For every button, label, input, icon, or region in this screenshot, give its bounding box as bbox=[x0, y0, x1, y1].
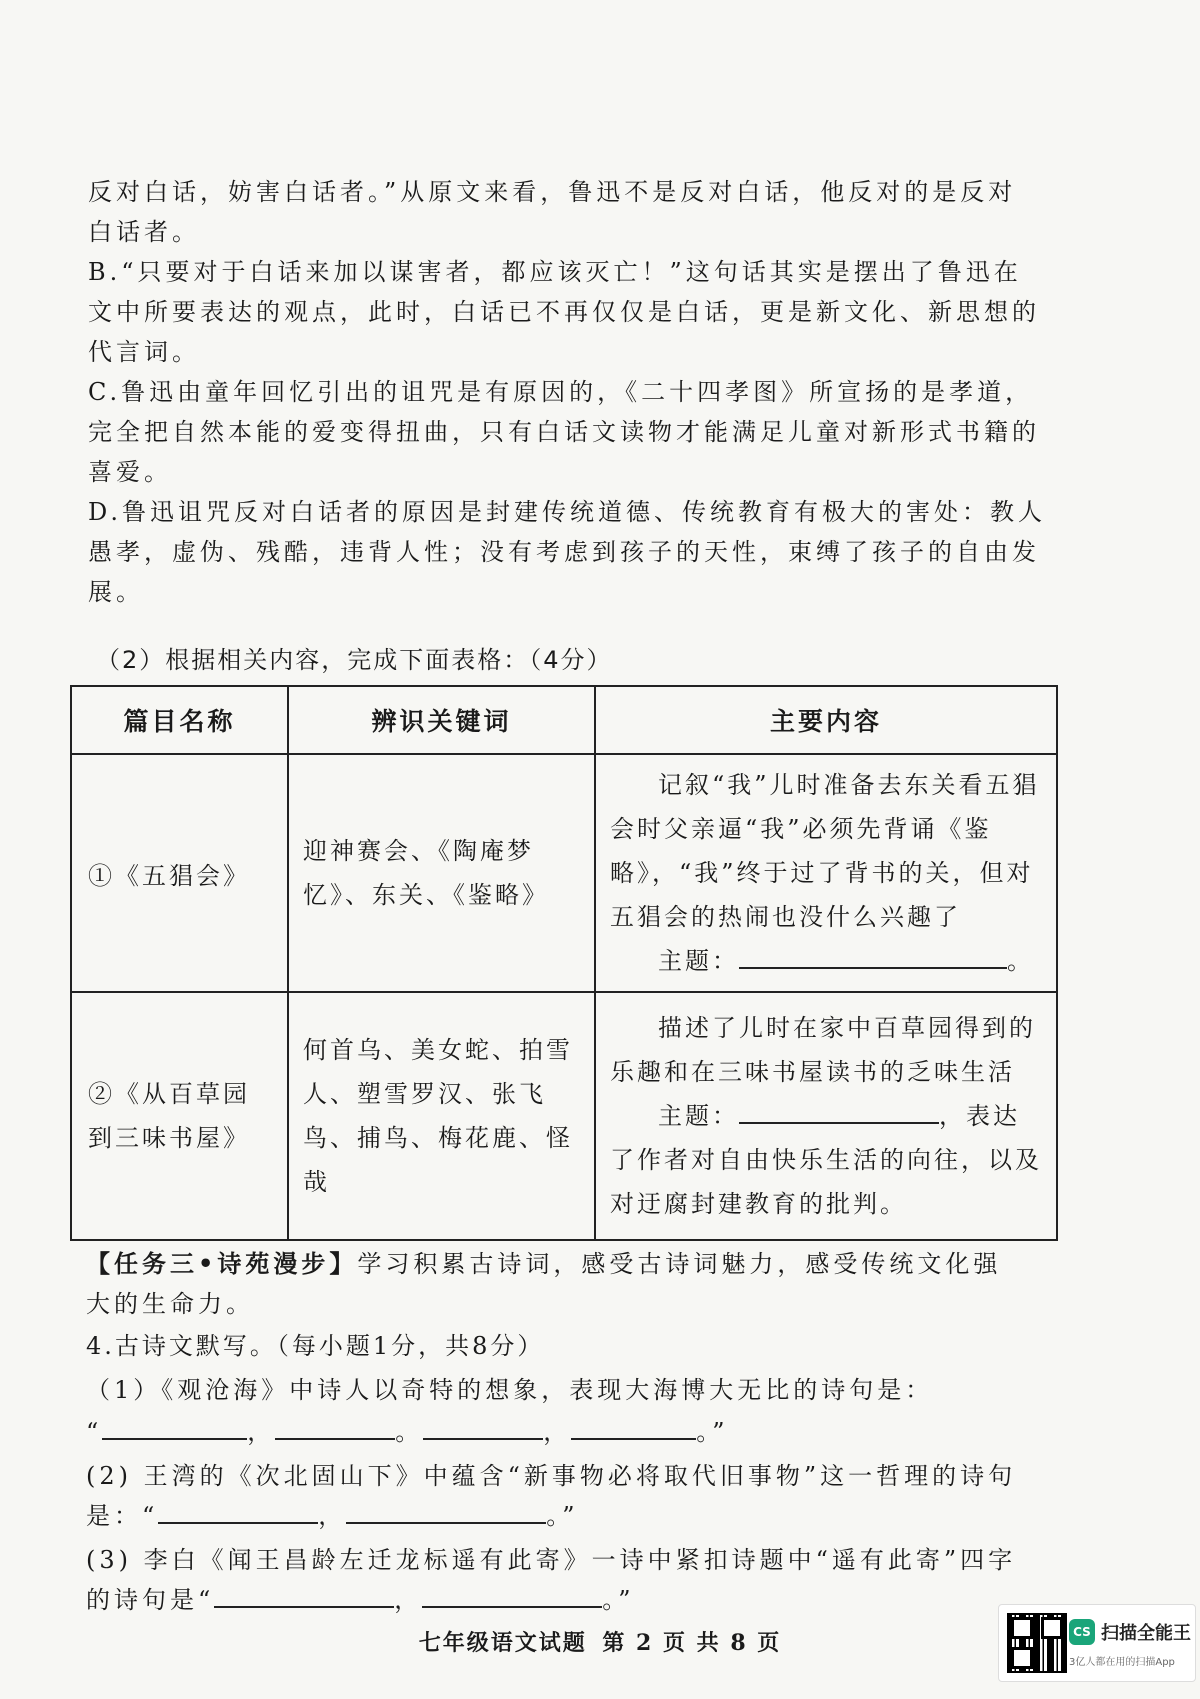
theme-answer-blank[interactable] bbox=[739, 1096, 939, 1124]
qr-code-icon bbox=[1007, 1613, 1067, 1673]
answer-blank[interactable] bbox=[214, 1582, 394, 1608]
answer-blank[interactable] bbox=[275, 1414, 395, 1440]
article-title-cell bbox=[71, 992, 288, 1240]
answer-blank[interactable] bbox=[423, 1414, 543, 1440]
table-header-cell: 主要内容 bbox=[595, 686, 1057, 754]
theme-line bbox=[610, 939, 1042, 983]
article-title-cell bbox=[71, 754, 288, 992]
text-line: 喜爱。 bbox=[88, 458, 172, 486]
answer-blank[interactable] bbox=[158, 1498, 318, 1524]
answer-blank[interactable] bbox=[571, 1414, 696, 1440]
q4-sub1: （1）《观沧海》中诗人以奇特的想象，表现大海博大无比的诗句是： bbox=[86, 1376, 934, 1404]
table-header-row bbox=[71, 686, 1057, 754]
q4-title: 4.古诗文默写。（每小题1分，共8分） bbox=[86, 1332, 545, 1360]
camscanner-logo-icon: CS bbox=[1069, 1619, 1095, 1645]
footer-page: 第 2 页 共 8 页 bbox=[602, 1630, 782, 1656]
question-2-heading: （2）根据相关内容，完成下面表格：（4分） bbox=[96, 646, 613, 674]
theme-label: 主题： bbox=[658, 1102, 739, 1130]
task3-text: 大的生命力。 bbox=[86, 1290, 254, 1318]
answer-blank[interactable] bbox=[102, 1414, 247, 1440]
text-line: 完全把自然本能的爱变得扭曲，只有白话文读物才能满足儿童对新形式书籍的 bbox=[88, 418, 1040, 446]
answer-blank[interactable] bbox=[422, 1582, 602, 1608]
q4-sub3-prefix: 的诗句是“ bbox=[86, 1586, 215, 1614]
text-line: 白话者。 bbox=[88, 218, 200, 246]
theme-line bbox=[610, 1094, 1042, 1226]
q4-sub1-answer: “ ， 。 ， 。” bbox=[86, 1412, 1116, 1452]
content-cell bbox=[595, 754, 1057, 992]
theme-answer-blank[interactable] bbox=[739, 941, 1007, 969]
task3 bbox=[86, 1244, 1116, 1324]
footer-grade: 七年级语文试题 bbox=[418, 1630, 587, 1656]
option-c bbox=[88, 372, 1118, 492]
watermark-name: 扫描全能王 bbox=[1101, 1623, 1191, 1644]
text-line: 展。 bbox=[88, 578, 144, 606]
text-line: 愚孝，虚伪、残酷，违背人性；没有考虑到孩子的天性，束缚了孩子的自由发 bbox=[88, 538, 1040, 566]
table-header-cell: 篇目名称 bbox=[71, 686, 288, 754]
answer-blank[interactable] bbox=[346, 1498, 546, 1524]
q4-sub3-line1: (3) 李白《闻王昌龄左迁龙标遥有此寄》一诗中紧扣诗题中“遥有此寄”四字 bbox=[86, 1546, 1017, 1574]
option-b bbox=[88, 252, 1118, 372]
table-header-cell: 辨识关键词 bbox=[288, 686, 595, 754]
task3-title: 【任务三•诗苑漫步】 bbox=[86, 1249, 358, 1278]
scanner-watermark bbox=[998, 1604, 1196, 1682]
q4-sub3: (3) 李白《闻王昌龄左迁龙标遥有此寄》一诗中紧扣诗题中“遥有此寄”四字 的诗句是“ ， 。” bbox=[86, 1546, 1017, 1614]
keywords: 何首乌、美女蛇、拍雪人、塑雪罗汉、张飞鸟、捕鸟、梅花鹿、怪哉 bbox=[303, 1036, 573, 1196]
keywords: 迎神赛会、《陶庵梦忆》、东关、《鉴略》 bbox=[303, 837, 549, 909]
task3-text: 学习积累古诗词，感受古诗词魅力，感受传统文化强 bbox=[357, 1250, 1002, 1278]
text-line: C.鲁迅由童年回忆引出的诅咒是有原因的，《二十四孝图》所宣扬的是孝道， bbox=[88, 378, 1034, 406]
content-text: 描述了儿时在家中百草园得到的乐趣和在三味书屋读书的乏味生活 bbox=[610, 1014, 1036, 1086]
keywords-cell bbox=[288, 992, 595, 1240]
text-line: 代言词。 bbox=[88, 338, 200, 366]
text-line: 反对白话，妨害白话者。”从原文来看，鲁迅不是反对白话，他反对的是反对 bbox=[88, 178, 1017, 206]
q4-sub2-line1: (2) 王湾的《次北固山下》中蕴含“新事物必将取代旧事物”这一哲理的诗句 bbox=[86, 1462, 1017, 1490]
text-line: D.鲁迅诅咒反对白话者的原因是封建传统道德、传统教育有极大的害处：教人 bbox=[88, 498, 1047, 526]
theme-end: 。 bbox=[1007, 947, 1034, 975]
q4-sub2-prefix: 是：“ bbox=[86, 1502, 159, 1530]
content-cell bbox=[595, 992, 1057, 1240]
option-a-continued bbox=[88, 172, 1118, 252]
table-row bbox=[71, 992, 1057, 1240]
option-d bbox=[88, 492, 1118, 612]
theme-after: ，表达了作者对自由快乐生活的向往，以及对迂腐封建教育的批判。 bbox=[610, 1102, 1042, 1218]
text-line: B.“只要对于白话来加以谋害者，都应该灭亡！”这句话其实是摆出了鲁迅在 bbox=[88, 258, 1022, 286]
text-line: 文中所要表达的观点，此时，白话已不再仅仅是白话，更是新文化、新思想的 bbox=[88, 298, 1040, 326]
table-row bbox=[71, 754, 1057, 992]
theme-label: 主题： bbox=[658, 947, 739, 975]
content-text: 记叙“我”儿时准备去东关看五猖会时父亲逼“我”必须先背诵《鉴略》，“我”终于过了背书的关，但对五猖会的热闹也没什么兴趣了 bbox=[610, 771, 1040, 931]
keywords-cell bbox=[288, 754, 595, 992]
article-title: ②《从百草园到三味书屋》 bbox=[88, 1080, 250, 1152]
article-title: ①《五猖会》 bbox=[88, 861, 250, 890]
watermark-subtitle: 3亿人都在用的扫描App bbox=[1069, 1657, 1175, 1668]
reading-table bbox=[70, 685, 1058, 1241]
q4-sub2: (2) 王湾的《次北固山下》中蕴含“新事物必将取代旧事物”这一哲理的诗句 是：“ ， 。” bbox=[86, 1462, 1017, 1530]
